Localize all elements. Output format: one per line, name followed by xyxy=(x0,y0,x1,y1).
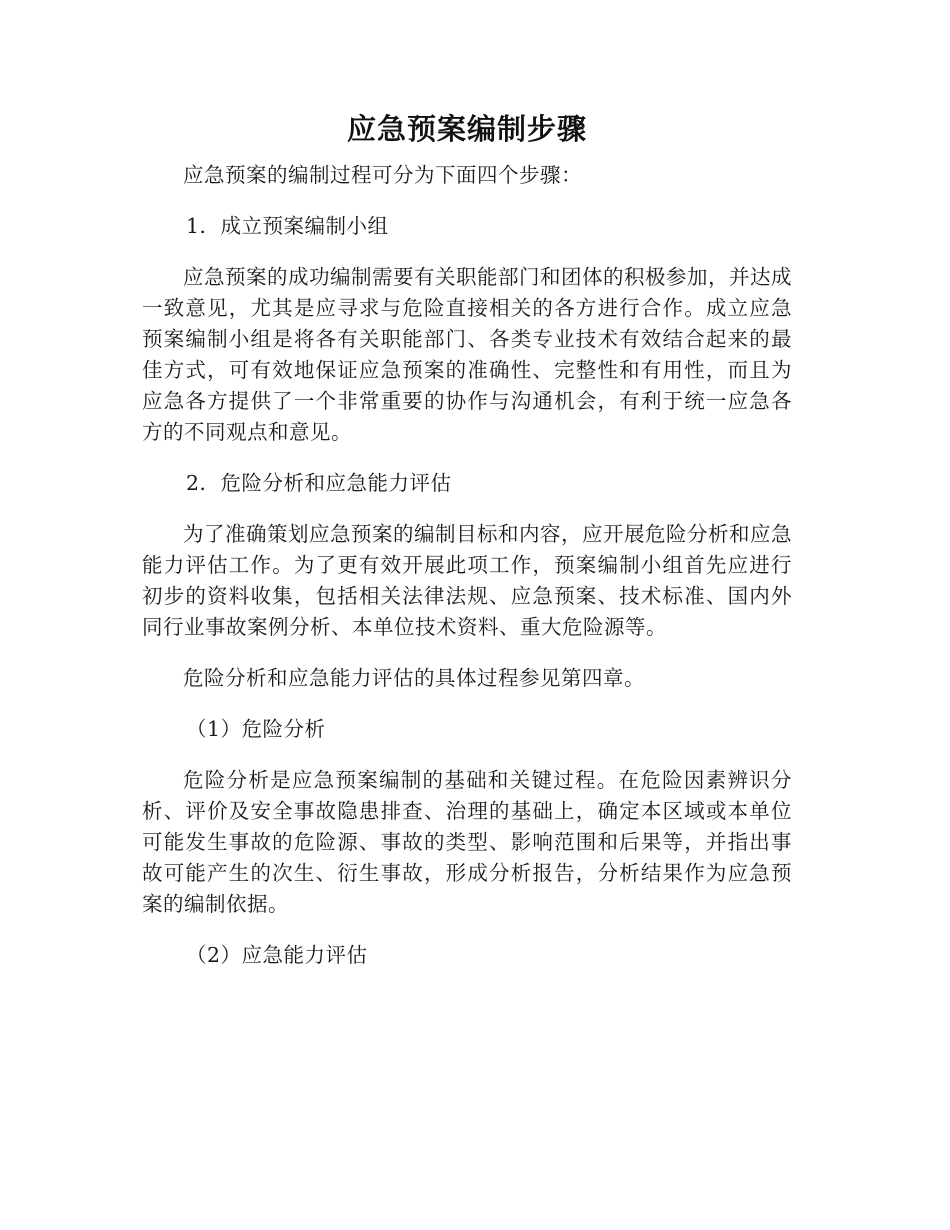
document-title: 应急预案编制步骤 xyxy=(346,112,587,146)
section-2-heading: 2．危险分析和应急能力评估 xyxy=(186,471,452,495)
section-2-note: 危险分析和应急能力评估的具体过程参见第四章。 xyxy=(183,666,645,690)
section-1-body: 应急预案的成功编制需要有关职能部门和团体的积极参加，并达成一致意见，尤其是应寻求与危险直接相关的各方进行合作。成立应急预案编制小组是将各有关职能部门、各类专业技术有效结合起来的最佳方式，可有效地保证应急预案的准确性、完整性和有用性，而且为应急各方提供了一个非常重要的协作与沟通机会，有利于统一应急各方的不同观点和意见。 xyxy=(142,265,792,444)
intro-paragraph: 应急预案的编制过程可分为下面四个步骤： xyxy=(183,163,582,187)
document-page xyxy=(142,108,792,991)
section-1-heading: 1．成立预案编制小组 xyxy=(186,214,389,238)
subsection-1-body: 危险分析是应急预案编制的基础和关键过程。在危险因素辨识分析、评价及安全事故隐患排查、治理的基础上，确定本区域或本单位可能发生事故的危险源、事故的类型、影响范围和后果等，并指出事故可能产生的次生、衍生事故，形成分析报告，分析结果作为应急预案的编制依据。 xyxy=(142,768,792,916)
subsection-2-heading: （2）应急能力评估 xyxy=(186,943,368,967)
subsection-1-heading: （1）危险分析 xyxy=(186,717,326,741)
section-2-body: 为了准确策划应急预案的编制目标和内容，应开展危险分析和应急能力评估工作。为了更有效开展此项工作，预案编制小组首先应进行初步的资料收集，包括相关法律法规、应急预案、技术标准、国内外同行业事故案例分析、本单位技术资料、重大危险源等。 xyxy=(142,522,792,639)
